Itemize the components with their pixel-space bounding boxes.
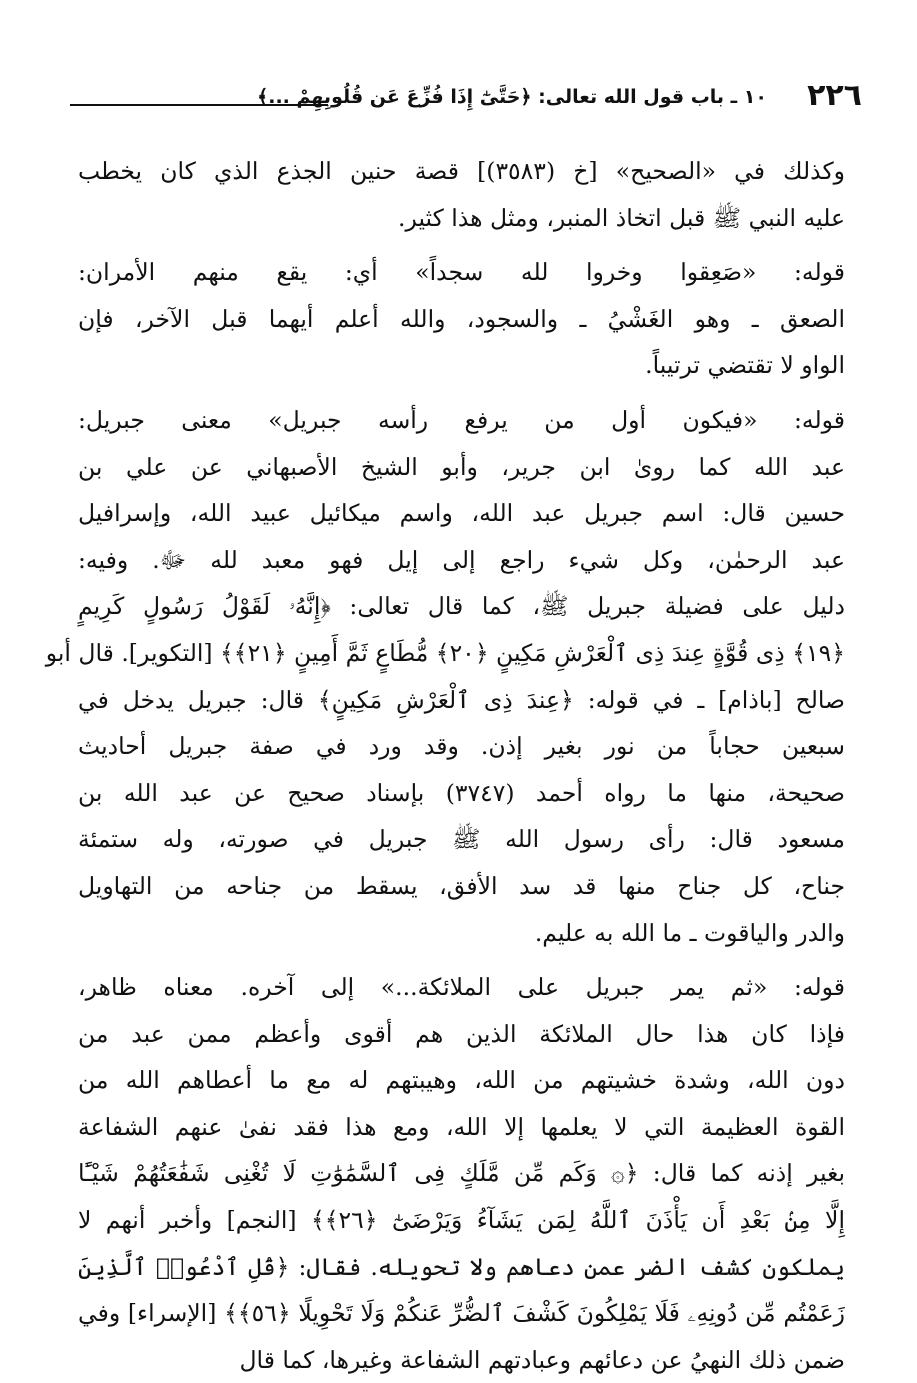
paragraph-gap	[78, 241, 845, 249]
text-line: قوله: «صَعِقوا وخروا لله سجداً» أي: يقع منهم الأمران:	[78, 258, 845, 287]
text-line: مسعود قال: رأى رسول الله ﷺ جبريل في صورته، وله ستمئة	[78, 825, 845, 854]
text-line: القوة العظيمة التي لا يعلمها إلا الله، ومع هذا فقد نفىٰ عنهم الشفاعة	[78, 1112, 845, 1141]
paragraph-gap	[78, 956, 845, 964]
paragraph-gap	[78, 389, 845, 397]
paragraph	[45, 397, 845, 956]
running-title: ١٠ ـ باب قول الله تعالى: ﴿حَتَّىٰٓ إِذَا فُزِّعَ عَن قُلُوبِهِمْ ...﴾	[257, 86, 767, 108]
text-line: يملكون كشف الضر عمن دعاهم ولا تحويله. فقال: ﴿قُلِ ٱدْعُوا۟ ٱلَّذِينَ	[78, 1252, 845, 1281]
text-line: عبد الله كما روىٰ ابن جرير، وأبو الشيخ الأصبهاني عن علي بن	[78, 452, 845, 481]
text-line: إِلَّا مِنۢ بَعْدِ أَن يَأْذَنَ ٱللَّهُ لِمَن يَشَآءُ وَيَرْضَىٰٓ ﴿٢٦﴾﴾ [النجم] وأخبر أنهم لا	[78, 1206, 845, 1235]
paragraph	[78, 964, 845, 1383]
text-line: زَعَمْتُم مِّن دُونِهِۦ فَلَا يَمْلِكُونَ كَشْفَ ٱلضُّرِّ عَنكُمْ وَلَا تَحْوِيلًا ﴿٥٦﴾﴾ [الإسراء] وفي	[78, 1299, 846, 1328]
text-line: عبد الرحمٰن، وكل شيء راجع إلى إيل فهو معبد لله ﷻ. وفيه:	[78, 545, 845, 574]
text-line: وكذلك في «الصحيح» [خ (٣٥٨٣)] قصة حنين الجذع الذي كان يخطب	[78, 157, 846, 185]
paragraph	[78, 249, 845, 389]
text-line: جناح، كل جناح منها قد سد الأفق، يسقط من جناحه من التهاويل	[78, 871, 845, 900]
text-line: صالح [باذام] ـ في قوله: ﴿عِندَ ذِى ٱلْعَرْشِ مَكِينٍ﴾ قال: جبريل يدخل في	[78, 685, 845, 714]
page-header	[70, 78, 862, 118]
text-line: فإذا كان هذا حال الملائكة الذين هم أقوى وأعظم ممن عبد من	[78, 1019, 845, 1048]
text-line: عليه النبي ﷺ قبل اتخاذ المنبر، ومثل هذا كثير.	[398, 203, 845, 232]
text-line: والدر والياقوت ـ ما الله به عليم.	[534, 918, 845, 947]
text-line: صحيحة، منها ما رواه أحمد (٣٧٤٧) بإسناد صحيح عن عبد الله بن	[78, 778, 845, 807]
text-line: سبعين حجاباً من نور بغير إذن. وقد ورد في صفة جبريل أحاديث	[78, 732, 845, 761]
text-line: ضمن ذلك النهيُ عن دعائهم وعبادتهم الشفاعة وغيرها، كما قال	[239, 1345, 845, 1374]
text-line: ﴿١٩﴾ ذِى قُوَّةٍ عِندَ ذِى ٱلْعَرْشِ مَكِينٍ ﴿٢٠﴾ مُّطَاعٍ ثَمَّ أَمِينٍ ﴿٢١﴾﴾ [التكوير]. قال أبو	[45, 638, 845, 667]
text-line: دليل على فضيلة جبريل ﷺ، كما قال تعالى: ﴿إِنَّهُۥ لَقَوْلُ رَسُولٍ كَرِيمٍ	[78, 592, 845, 621]
text-line: قوله: «ثم يمر جبريل على الملائكة...» إلى آخره. معناه ظاهر،	[78, 973, 845, 1002]
text-line: حسين قال: اسم جبريل عبد الله، واسم ميكائيل عبيد الله، وإسرافيل	[78, 499, 845, 528]
page-number: ٢٢٦	[807, 78, 862, 113]
text-line: دون الله، وشدة خشيتهم من الله، وهيبتهم له مع ما أعطاهم الله من	[78, 1066, 845, 1095]
text-line: الصعق ـ وهو الغَشْيُ ـ والسجود، والله أعلم أيهما قبل الآخر، فإن	[78, 304, 845, 333]
text-line: قوله: «فيكون أول من يرفع رأسه جبريل» معنى جبريل:	[78, 405, 845, 434]
text-line: الواو لا تقتضي ترتيباً.	[645, 351, 845, 380]
paragraph	[78, 148, 845, 241]
header-rule	[70, 104, 328, 106]
text-line: بغير إذنه كما قال: ﴿۞ وَكَم مِّن مَّلَكٍ فِى ٱلسَّمَٰوَٰتِ لَا تُغْنِى شَفَٰعَتُهُمْ شَيْـًٔا	[78, 1159, 845, 1188]
page-body	[45, 148, 846, 1383]
